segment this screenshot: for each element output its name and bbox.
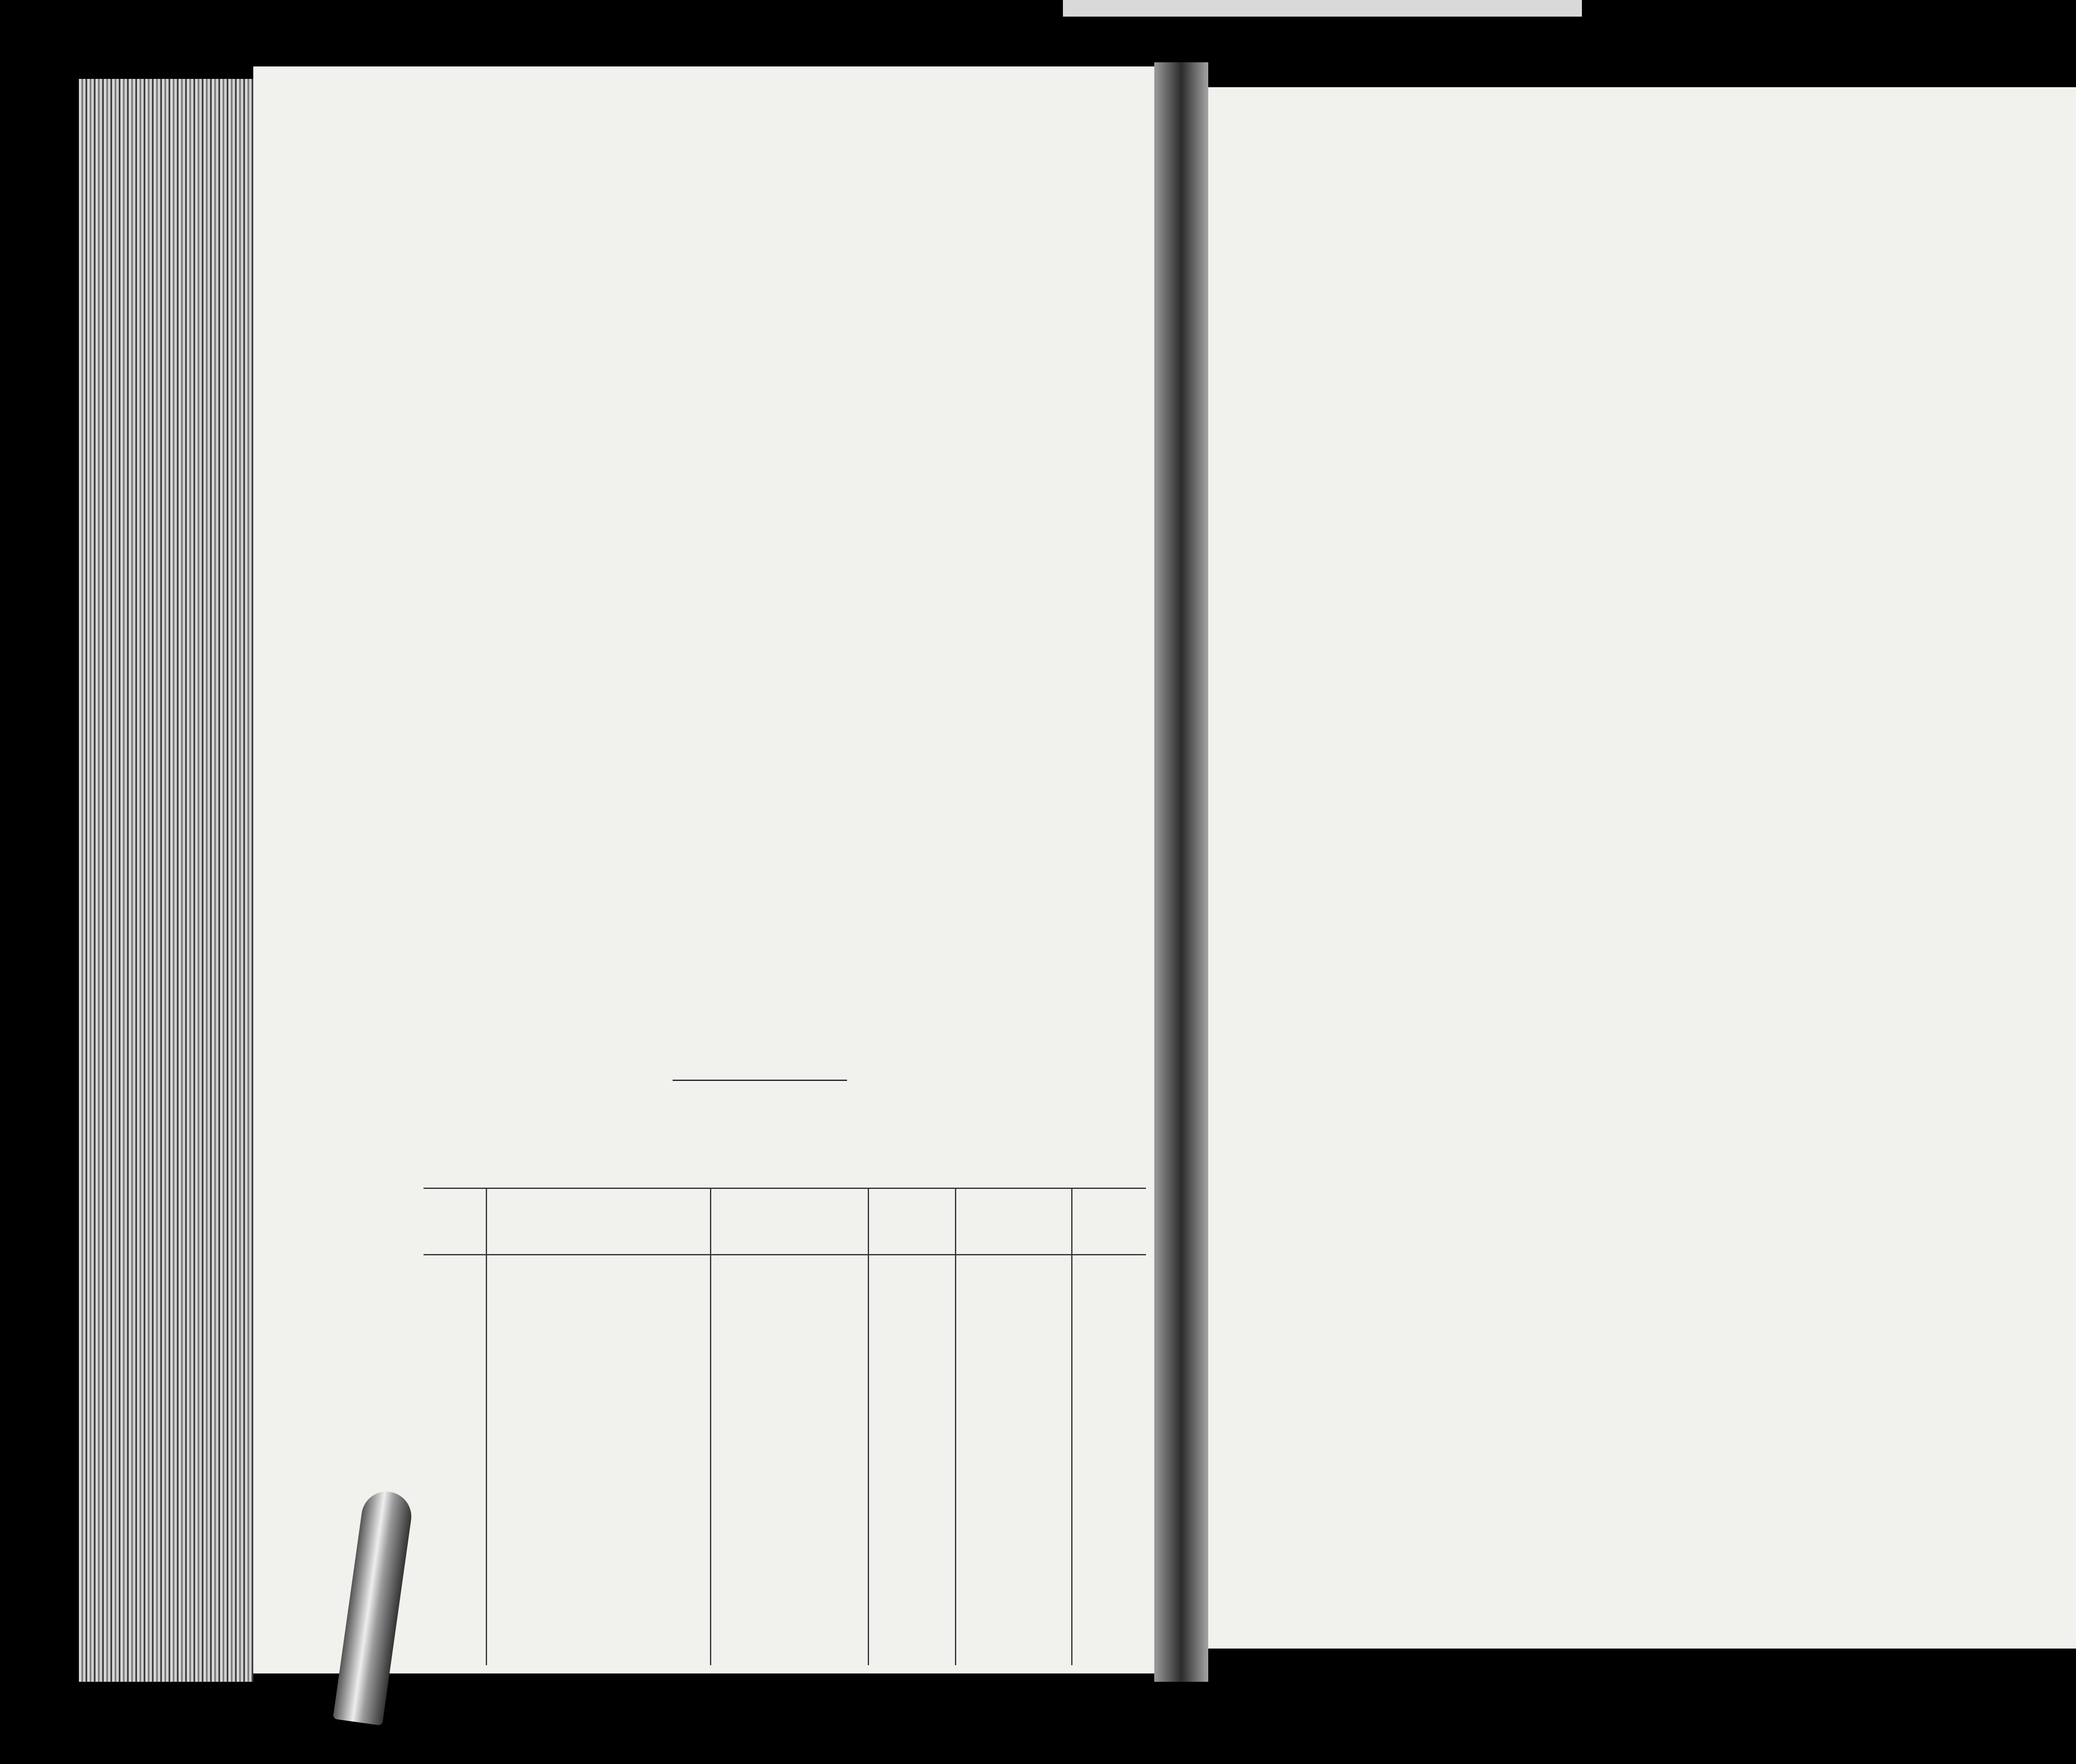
bound-volume bbox=[79, 62, 2076, 1698]
right-page bbox=[1208, 87, 2076, 1649]
column-divider bbox=[868, 1188, 869, 1665]
table-header-rule bbox=[424, 1254, 1146, 1255]
table-top-rule bbox=[424, 1188, 1146, 1189]
book-gutter bbox=[1154, 62, 1208, 1682]
left-page bbox=[253, 66, 1154, 1673]
film-strip-label bbox=[1063, 0, 1582, 17]
column-divider bbox=[486, 1188, 487, 1665]
divider bbox=[673, 1080, 847, 1081]
column-divider bbox=[710, 1188, 711, 1665]
column-divider bbox=[955, 1188, 956, 1665]
column-divider bbox=[1071, 1188, 1072, 1665]
page-edges-left bbox=[79, 79, 253, 1682]
